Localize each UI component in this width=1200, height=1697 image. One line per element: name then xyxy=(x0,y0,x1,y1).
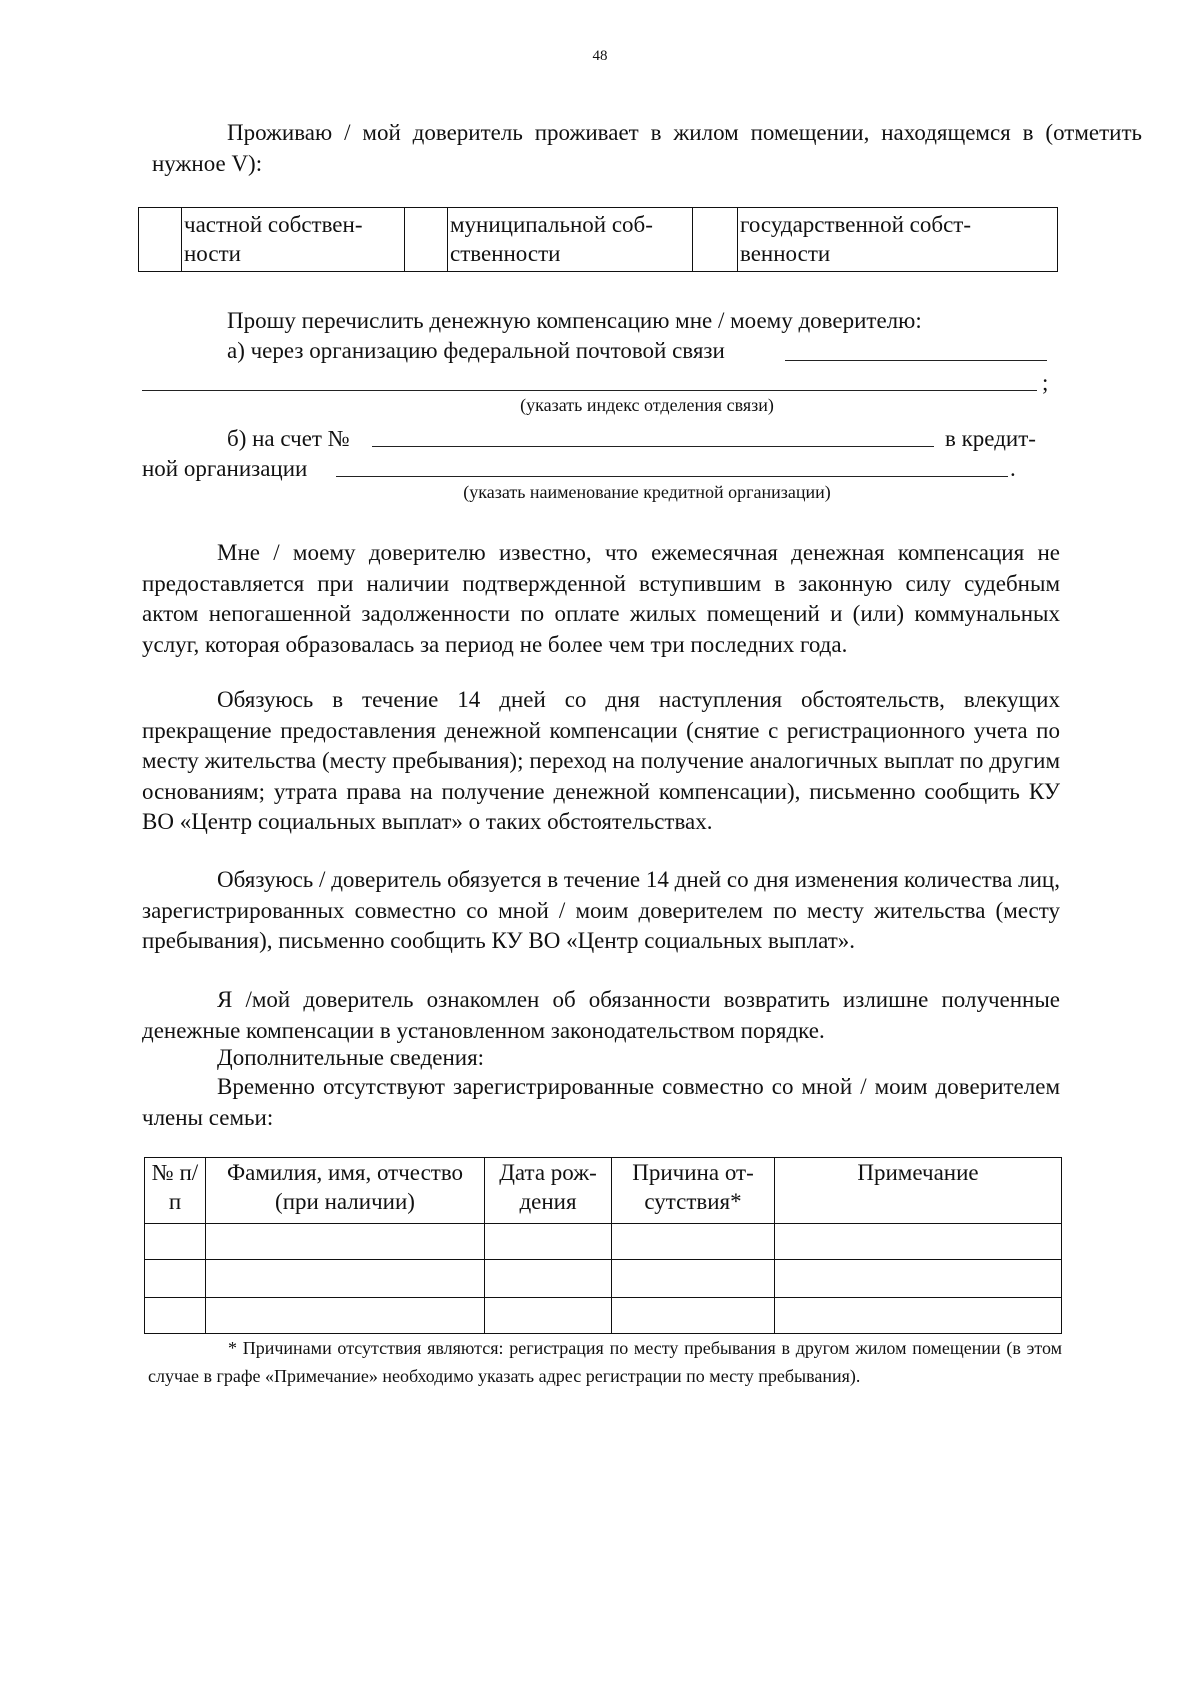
cell-birthdate[interactable] xyxy=(485,1224,612,1260)
paragraph-count-change: Обязуюсь / доверитель обязуется в течение 14 дней со дня изменения количества лиц, зарегистрированных совместно со мной / моим доверителем по месту жительства (месту пребывания), письменно сообщить КУ ВО «Центр социальных выплат». xyxy=(142,867,1060,953)
residence-intro: Проживаю / мой доверитель проживает в жилом помещении, находящемся в (отметить нужное V): xyxy=(152,120,1142,176)
table-row xyxy=(145,1224,1062,1260)
payment-option-b: б) на счет № xyxy=(227,426,350,451)
cell-name[interactable] xyxy=(206,1224,485,1260)
option-b-end: . xyxy=(1010,456,1016,481)
absent-members-table xyxy=(144,1157,1062,1334)
additional-info-label: Дополнительные сведения: xyxy=(217,1045,485,1070)
bank-name-field[interactable] xyxy=(336,476,1008,477)
option-municipal: муниципальной соб-ственности xyxy=(448,208,693,272)
header-reason: Причина от-сутствия* xyxy=(612,1158,775,1224)
postal-field-line2[interactable] xyxy=(142,390,1037,391)
cell-reason[interactable] xyxy=(612,1224,775,1260)
header-name: Фамилия, имя, отчество (при наличии) xyxy=(206,1158,485,1224)
option-private: частной собствен-ности xyxy=(182,208,405,272)
cell-number[interactable] xyxy=(145,1260,206,1298)
cell-note[interactable] xyxy=(775,1260,1062,1298)
bank-caption: (указать наименование кредитной организации) xyxy=(463,482,831,502)
option-state: государственной собст-венности xyxy=(738,208,1058,272)
paragraph-obligation: Обязуюсь в течение 14 дней со дня наступления обстоятельств, влекущих прекращение предоставления денежной компенсации (снятие с регистрационного учета по месту жительства (месту пребывания); переход на получение аналогичных выплат по другим основаниям; утрата права на получение денежной компенсации), письменно сообщить КУ ВО «Центр социальных выплат» о таких обстоятельствах. xyxy=(142,687,1060,834)
header-number: № п/п xyxy=(145,1158,206,1224)
checkbox-municipal[interactable] xyxy=(405,208,448,272)
header-note: Примечание xyxy=(775,1158,1062,1224)
cell-name[interactable] xyxy=(206,1298,485,1334)
ownership-table xyxy=(138,207,1058,272)
cell-note[interactable] xyxy=(775,1298,1062,1334)
cell-note[interactable] xyxy=(775,1224,1062,1260)
account-number-field[interactable] xyxy=(372,446,934,447)
cell-birthdate[interactable] xyxy=(485,1298,612,1334)
cell-number[interactable] xyxy=(145,1298,206,1334)
table-row xyxy=(145,1260,1062,1298)
option-a-end: ; xyxy=(1042,370,1049,395)
checkbox-state[interactable] xyxy=(693,208,738,272)
payment-intro: Прошу перечислить денежную компенсацию мне / моему доверителю: xyxy=(227,308,922,333)
table-header-row xyxy=(145,1158,1062,1224)
option-b-mid: в кредит- xyxy=(945,426,1036,451)
header-birthdate: Дата рож-дения xyxy=(485,1158,612,1224)
postal-caption: (указать индекс отделения связи) xyxy=(520,395,774,415)
postal-field-line1[interactable] xyxy=(785,360,1047,361)
payment-option-a: а) через организацию федеральной почтовой связи xyxy=(227,338,725,363)
footnote: * Причинами отсутствия являются: регистрация по месту пребывания в другом жилом помещении (в этом случае в графе «Примечание» необходимо указать адрес регистрации по месту пребывания). xyxy=(148,1338,1062,1386)
checkbox-private[interactable] xyxy=(139,208,182,272)
page-number: 48 xyxy=(592,48,608,64)
cell-reason[interactable] xyxy=(612,1298,775,1334)
cell-reason[interactable] xyxy=(612,1260,775,1298)
paragraph-refund: Я /мой доверитель ознакомлен об обязанности возвратить излишне полученные денежные компенсации в установленном законодательством порядке. xyxy=(142,987,1060,1043)
cell-number[interactable] xyxy=(145,1224,206,1260)
cell-name[interactable] xyxy=(206,1260,485,1298)
absent-members-intro: Временно отсутствуют зарегистрированные совместно со мной / моим доверителем члены семьи: xyxy=(142,1074,1060,1130)
cell-birthdate[interactable] xyxy=(485,1260,612,1298)
table-row xyxy=(145,1298,1062,1334)
paragraph-debt: Мне / моему доверителю известно, что ежемесячная денежная компенсация не предоставляется при наличии подтвержденной вступившим в законную силу судебным актом непогашенной задолженности по оплате жилых помещений и (или) коммунальных услуг, которая образовалась за период не более чем три последних года. xyxy=(142,540,1060,657)
option-b-line2: ной организации xyxy=(142,456,308,481)
